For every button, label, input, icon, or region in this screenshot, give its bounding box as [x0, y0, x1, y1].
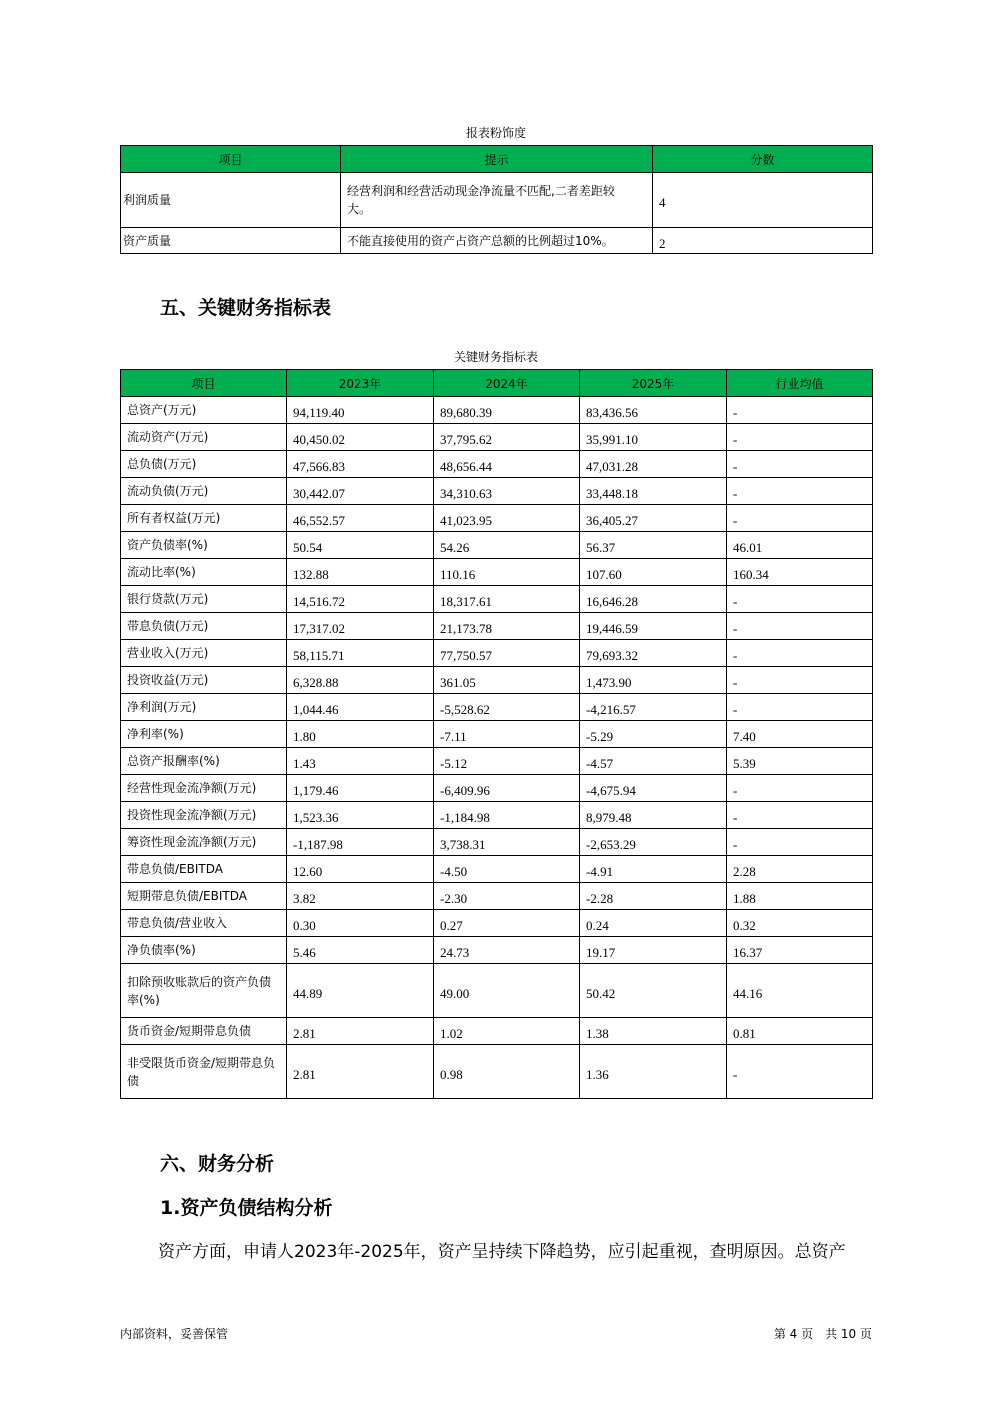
- table2-cell-2024: -6,409.96: [434, 775, 580, 802]
- table2-cell-industry-avg: 0.81: [727, 1018, 873, 1045]
- table1-cell-hint: 经营利润和经营活动现金净流量不匹配,二者差距较大。: [341, 173, 653, 228]
- table2-cell-industry-avg: -: [727, 586, 873, 613]
- table2-cell-industry-avg: 16.37: [727, 937, 873, 964]
- table2-cell-2023: 46,552.57: [287, 505, 434, 532]
- table2-cell-2025: 1.38: [580, 1018, 727, 1045]
- table2-cell-2024: 48,656.44: [434, 451, 580, 478]
- table2-cell-2023: 44.89: [287, 964, 434, 1018]
- table2-header-2023: 2023年: [287, 370, 434, 397]
- table-row: [121, 397, 873, 424]
- table2-cell-2023: 1.43: [287, 748, 434, 775]
- table-row: [121, 1018, 873, 1045]
- table2-cell-2025: 36,405.27: [580, 505, 727, 532]
- table2-cell-item: 流动负债(万元): [121, 478, 287, 505]
- table2-cell-item: 流动资产(万元): [121, 424, 287, 451]
- table2-cell-2024: 49.00: [434, 964, 580, 1018]
- table-row: [121, 451, 873, 478]
- table2-cell-item: 净利润(万元): [121, 694, 287, 721]
- table2-cell-2025: -2.28: [580, 883, 727, 910]
- table2-caption: 关键财务指标表: [453, 350, 538, 364]
- table-row: [121, 586, 873, 613]
- table2-cell-2024: -7.11: [434, 721, 580, 748]
- subsection1-heading: 1.资产负债结构分析: [160, 1197, 333, 1219]
- table2-cell-item: 所有者权益(万元): [121, 505, 287, 532]
- table1-cell-score: 4: [653, 173, 873, 228]
- table2-header-2024: 2024年: [434, 370, 580, 397]
- table2-cell-item: 投资收益(万元): [121, 667, 287, 694]
- table2-cell-item: 资产负债率(%): [121, 532, 287, 559]
- table2-cell-2024: 3,738.31: [434, 829, 580, 856]
- table2-cell-2025: 56.37: [580, 532, 727, 559]
- table2-header-2025: 2025年: [580, 370, 727, 397]
- table2-cell-item: 流动比率(%): [121, 559, 287, 586]
- table-row: [121, 694, 873, 721]
- table2-cell-2024: -5.12: [434, 748, 580, 775]
- table-row: [121, 802, 873, 829]
- table2-cell-item: 营业收入(万元): [121, 640, 287, 667]
- table2-cell-2025: 107.60: [580, 559, 727, 586]
- table-row: [121, 721, 873, 748]
- table2-cell-2025: -4,675.94: [580, 775, 727, 802]
- table2-cell-industry-avg: 2.28: [727, 856, 873, 883]
- table2-cell-2024: 54.26: [434, 532, 580, 559]
- table2-cell-item: 短期带息负债/EBITDA: [121, 883, 287, 910]
- table2-cell-2024: 361.05: [434, 667, 580, 694]
- table2-cell-2024: 1.02: [434, 1018, 580, 1045]
- table2-cell-2024: 37,795.62: [434, 424, 580, 451]
- footer-confidential: 内部资料，妥善保管: [120, 1327, 229, 1341]
- table2-cell-item: 经营性现金流净额(万元): [121, 775, 287, 802]
- table2-cell-industry-avg: 160.34: [727, 559, 873, 586]
- section6-heading: 六、财务分析: [160, 1153, 275, 1175]
- table2-cell-industry-avg: 5.39: [727, 748, 873, 775]
- table-row: [121, 1045, 873, 1099]
- table-row: [121, 613, 873, 640]
- table2-cell-2024: 0.98: [434, 1045, 580, 1099]
- table2-cell-2023: 6,328.88: [287, 667, 434, 694]
- table2-cell-2024: 0.27: [434, 910, 580, 937]
- table2-cell-2025: 16,646.28: [580, 586, 727, 613]
- table2-cell-industry-avg: -: [727, 613, 873, 640]
- table2-cell-industry-avg: 7.40: [727, 721, 873, 748]
- table2-cell-2023: 0.30: [287, 910, 434, 937]
- table2-cell-industry-avg: -: [727, 478, 873, 505]
- section5-heading: 五、关键财务指标表: [160, 297, 332, 319]
- table-row: [121, 424, 873, 451]
- table1-cell-item: 利润质量: [121, 173, 341, 228]
- table2-cell-2023: 94,119.40: [287, 397, 434, 424]
- analysis-paragraph: 资产方面，申请人2023年-2025年，资产呈持续下降趋势，应引起重视，查明原因。总资产: [158, 1242, 846, 1262]
- table2-cell-2025: -5.29: [580, 721, 727, 748]
- table2-cell-2025: -2,653.29: [580, 829, 727, 856]
- table-row: [121, 883, 873, 910]
- table2-cell-industry-avg: -: [727, 1045, 873, 1099]
- table-row: [121, 856, 873, 883]
- table1-cell-item: 资产质量: [121, 228, 341, 254]
- table2-cell-2024: 89,680.39: [434, 397, 580, 424]
- table2-cell-industry-avg: 1.88: [727, 883, 873, 910]
- footer-page-number: 第 4 页 共 10 页: [773, 1327, 872, 1341]
- table2-cell-2025: 35,991.10: [580, 424, 727, 451]
- table2-header-industry-avg: 行业均值: [727, 370, 873, 397]
- table2-cell-2024: 41,023.95: [434, 505, 580, 532]
- table2-cell-2023: 1.80: [287, 721, 434, 748]
- table2-cell-2024: -5,528.62: [434, 694, 580, 721]
- table2-cell-item: 货币资金/短期带息负债: [121, 1018, 287, 1045]
- table2-cell-2024: 24.73: [434, 937, 580, 964]
- table2-cell-2023: 2.81: [287, 1045, 434, 1099]
- table2-cell-item: 带息负债/EBITDA: [121, 856, 287, 883]
- table2-cell-2025: 79,693.32: [580, 640, 727, 667]
- table2-cell-2023: 132.88: [287, 559, 434, 586]
- table-row: [121, 559, 873, 586]
- table2-cell-2025: 0.24: [580, 910, 727, 937]
- table2-cell-industry-avg: -: [727, 694, 873, 721]
- table2-cell-2023: 14,516.72: [287, 586, 434, 613]
- table2-cell-2023: 17,317.02: [287, 613, 434, 640]
- table2-cell-industry-avg: -: [727, 829, 873, 856]
- table2-cell-2024: 34,310.63: [434, 478, 580, 505]
- table2-cell-2025: 1,473.90: [580, 667, 727, 694]
- table2-cell-2024: -2.30: [434, 883, 580, 910]
- table2-cell-industry-avg: 44.16: [727, 964, 873, 1018]
- table-row: [121, 910, 873, 937]
- table2-cell-2023: 12.60: [287, 856, 434, 883]
- table1-cell-hint: 不能直接使用的资产占资产总额的比例超过10%。: [341, 228, 653, 254]
- table2-cell-2024: -4.50: [434, 856, 580, 883]
- table1-caption: 报表粉饰度: [465, 126, 526, 140]
- table2-cell-item: 总负债(万元): [121, 451, 287, 478]
- table2-cell-item: 净利率(%): [121, 721, 287, 748]
- table2-cell-item: 扣除预收账款后的资产负债率(%): [121, 964, 287, 1018]
- table1-header-item: 项目: [121, 146, 341, 173]
- table2-cell-item: 净负债率(%): [121, 937, 287, 964]
- table-row: [121, 505, 873, 532]
- table2-cell-2024: -1,184.98: [434, 802, 580, 829]
- table2-cell-item: 筹资性现金流净额(万元): [121, 829, 287, 856]
- table2-header-item: 项目: [121, 370, 287, 397]
- key-financial-indicators-table: [120, 369, 873, 1099]
- table-row: [121, 532, 873, 559]
- table2-cell-2025: 83,436.56: [580, 397, 727, 424]
- table2-cell-2023: 30,442.07: [287, 478, 434, 505]
- table2-cell-2023: 3.82: [287, 883, 434, 910]
- table2-cell-2023: 40,450.02: [287, 424, 434, 451]
- table2-cell-2024: 77,750.57: [434, 640, 580, 667]
- table2-cell-2023: 2.81: [287, 1018, 434, 1045]
- table2-cell-item: 非受限货币资金/短期带息负债: [121, 1045, 287, 1099]
- table2-cell-2024: 21,173.78: [434, 613, 580, 640]
- table2-cell-item: 总资产(万元): [121, 397, 287, 424]
- table2-cell-item: 带息负债(万元): [121, 613, 287, 640]
- table-row: [121, 640, 873, 667]
- table2-cell-2025: 8,979.48: [580, 802, 727, 829]
- table2-cell-item: 带息负债/营业收入: [121, 910, 287, 937]
- table2-cell-industry-avg: -: [727, 640, 873, 667]
- table2-cell-2025: 50.42: [580, 964, 727, 1018]
- table2-cell-2025: 19,446.59: [580, 613, 727, 640]
- table2-cell-item: 总资产报酬率(%): [121, 748, 287, 775]
- table2-cell-2025: -4,216.57: [580, 694, 727, 721]
- table2-cell-industry-avg: -: [727, 424, 873, 451]
- table2-cell-2024: 18,317.61: [434, 586, 580, 613]
- table2-cell-2025: -4.91: [580, 856, 727, 883]
- table1-cell-score: 2: [653, 228, 873, 254]
- table2-cell-2024: 110.16: [434, 559, 580, 586]
- table2-cell-item: 投资性现金流净额(万元): [121, 802, 287, 829]
- table-row: [121, 228, 873, 254]
- table2-cell-industry-avg: -: [727, 802, 873, 829]
- table-row: [121, 173, 873, 228]
- table2-cell-2025: 33,448.18: [580, 478, 727, 505]
- table2-cell-2023: -1,187.98: [287, 829, 434, 856]
- table2-cell-2025: 47,031.28: [580, 451, 727, 478]
- table2-cell-industry-avg: -: [727, 505, 873, 532]
- table2-cell-industry-avg: 0.32: [727, 910, 873, 937]
- table2-cell-2023: 1,523.36: [287, 802, 434, 829]
- table2-cell-2025: 19.17: [580, 937, 727, 964]
- report-window-dressing-table: [120, 145, 873, 254]
- table1-header-score: 分数: [653, 146, 873, 173]
- table1-header-hint: 提示: [341, 146, 653, 173]
- table-row: [121, 775, 873, 802]
- table2-cell-2023: 58,115.71: [287, 640, 434, 667]
- table-row: [121, 478, 873, 505]
- table2-cell-2023: 1,044.46: [287, 694, 434, 721]
- table2-cell-2025: -4.57: [580, 748, 727, 775]
- table-row: [121, 667, 873, 694]
- table2-cell-2023: 47,566.83: [287, 451, 434, 478]
- table2-cell-item: 银行贷款(万元): [121, 586, 287, 613]
- table2-cell-industry-avg: 46.01: [727, 532, 873, 559]
- table2-cell-2025: 1.36: [580, 1045, 727, 1099]
- table2-cell-industry-avg: -: [727, 397, 873, 424]
- table2-cell-industry-avg: -: [727, 775, 873, 802]
- table-row: [121, 937, 873, 964]
- table-row: [121, 748, 873, 775]
- table2-cell-2023: 5.46: [287, 937, 434, 964]
- table2-cell-industry-avg: -: [727, 451, 873, 478]
- table2-cell-2023: 1,179.46: [287, 775, 434, 802]
- table2-cell-industry-avg: -: [727, 667, 873, 694]
- table-row: [121, 829, 873, 856]
- table2-cell-2023: 50.54: [287, 532, 434, 559]
- table-row: [121, 964, 873, 1018]
